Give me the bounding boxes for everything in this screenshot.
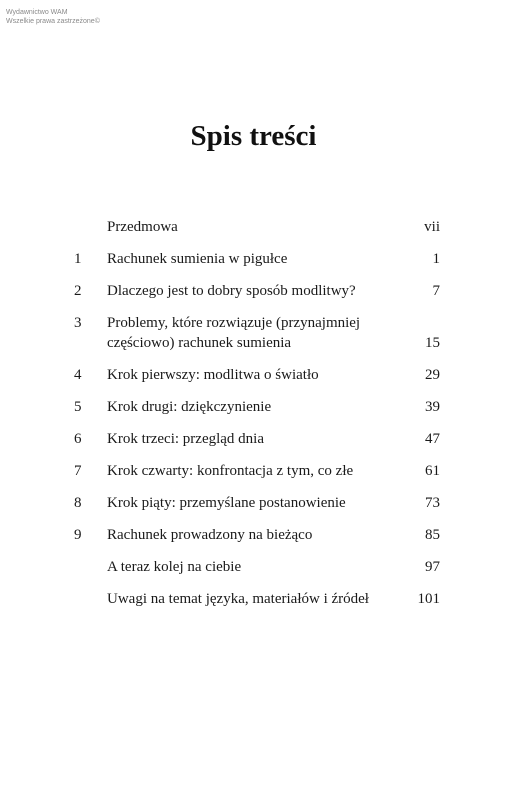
toc-entry-preface [74,217,440,237]
toc-title: A teraz kolej na ciebie [107,559,242,575]
toc-number: 3 [74,315,82,331]
toc-page: 39 [425,399,440,415]
watermark-copyright: Wszelkie prawa zastrzeżone© [6,18,100,25]
toc-title: Rachunek prowadzony na bieżąco [107,527,313,543]
publisher-watermark [6,8,100,26]
toc-number: 9 [74,527,82,543]
toc-number: 6 [74,431,82,447]
toc-number: 4 [74,367,82,383]
toc-page: 15 [425,335,440,351]
toc-title: Uwagi na temat języka, materiałów i źródeł [107,591,369,607]
toc-entry-notes [74,589,440,609]
toc-number: 1 [74,251,82,267]
toc-title: Krok pierwszy: modlitwa o światło [107,367,319,383]
table-of-contents [74,217,440,621]
page-title: Spis treści [190,120,317,152]
toc-entry-6 [74,429,440,449]
toc-number: 2 [74,283,82,299]
toc-title: Krok drugi: dziękczynienie [107,399,272,415]
toc-entry-your-turn [74,557,440,577]
toc-title: Rachunek sumienia w pigułce [107,251,288,267]
toc-title: Przedmowa [107,219,178,235]
toc-title: Problemy, które rozwiązuje (przynajmniej częściowo) rachunek sumienia [107,315,361,351]
toc-entry-2 [74,281,440,301]
toc-number: 5 [74,399,82,415]
toc-entry-8 [74,493,440,513]
toc-title: Krok trzeci: przegląd dnia [107,431,265,447]
toc-page: 85 [425,527,440,543]
watermark-publisher: Wydawnictwo WAM [6,9,68,16]
toc-title: Krok czwarty: konfrontacja z tym, co złe [107,463,354,479]
toc-page: vii [424,219,440,235]
toc-entry-5 [74,397,440,417]
toc-entry-3 [74,313,440,353]
toc-page: 61 [425,463,440,479]
toc-title: Dlaczego jest to dobry sposób modlitwy? [107,283,356,299]
toc-page: 101 [417,591,440,607]
toc-number: 8 [74,495,82,511]
toc-page: 7 [432,283,440,299]
toc-page: 73 [425,495,440,511]
toc-entry-9 [74,525,440,545]
toc-number: 7 [74,463,82,479]
toc-page: 97 [425,559,440,575]
toc-entry-1 [74,249,440,269]
toc-page: 47 [425,431,440,447]
toc-page: 29 [425,367,440,383]
toc-entry-4 [74,365,440,385]
toc-title: Krok piąty: przemyślane postanowienie [107,495,346,511]
toc-entry-7 [74,461,440,481]
toc-page: 1 [432,251,440,267]
